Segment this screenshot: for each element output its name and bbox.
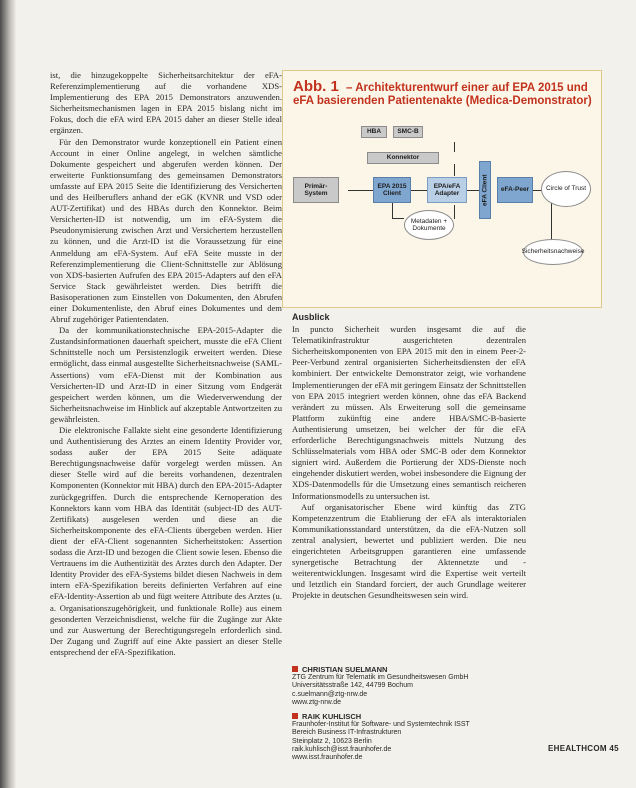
metadaten-ellipse: Metadaten + Dokumente [404,210,454,240]
page-footer: EHEALTHCOM 45 [548,744,619,753]
contact-email: raik.kuhlisch@isst.fraunhofer.de [292,745,392,753]
primaersystem-box: Primär-System [293,177,339,203]
smcb-box: SMC-B [393,126,423,138]
page-spine-shadow [0,0,16,788]
contact-line: Bereich Business IT-Infrastrukturen [292,729,402,737]
figure-caption: – Architekturentwurf einer auf EPA 2015 und eFA basierenden Patientenakte (Medica-Demonstrator) [293,82,592,107]
efa-client-box: eFA Client [479,161,491,219]
author-contacts [292,666,532,768]
right-column [292,312,526,662]
connector-line [467,190,479,191]
right-paragraph-1: In puncto Sicherheit wurden insgesamt die auf die Telematikinfrastruktur ausgerichteten dezentralen Sicherheitskomponenten von EPA 2015 mit den in einem Peer-2-Peer-Verbund zentral organisierten Sicherheitsdiensten der eFA kombiniert. Der entwickelte Demonstrator zeigt, wie vorhandene Implementierungen der eFA mit geringem Einsatz der Schnittstellen von EPA 2015 integriert werden können, ohne das eFA Backend verändert zu müssen. Als Erweiterung soll die gemeinsame Plattform zukünftig eine andere HBA/SMC-B-basierte Authentisierung umsetzen, bei welcher der für die eFA erforderliche Berechtigungsnachweis mittels Nutzung des Schlüsselmaterials vom HBA oder SMC-B oder dem Konnektor signiert wird. Außerdem die Portierung der XDS-Dienste noch eingehender diskutiert werden, wobei insbesondere die Eignung der XDS-Datenmodells für die Umsetzung eines semantisch reicheren Informationsmodells zu untersuchen ist. [292,324,526,501]
connector-line [411,190,427,191]
efa-peer-box: eFA-Peer [497,177,533,203]
contact-line: Fraunhofer-Institut für Software- und Systemtechnik ISST [292,721,470,729]
left-paragraph-1: ist, die hinzugekoppelte Sicherheitsarchitektur der eFA-Referenzimplementierung auf die vorhandene XDS-Implementierung des EPA 2015 Demonstrators anzuwenden. Sicherheitsmechanismen lagen in EPA 2015 bislang nicht im Fokus, doch die eFA wird EPA 2015 daher an dieser Stelle ideal ergänzen. [50,70,282,136]
contact-line: Steinplatz 2, 10623 Berlin [292,737,372,745]
connector-line [348,190,373,191]
figure-number: Abb. 1 [293,78,339,95]
left-paragraph-4: Die elektronische Fallakte sieht eine gesonderte Identifizierung und Authentisierung des Arztes an einem Identity Provider vor, sodass außer der EPA 2015 Seite adäquate Berechtigungsnachweise dafür vorgelegt werden müssen. An dieser Stelle wird auf die bereits vorhandenen, dezentralen Komponenten (Konnektor mit HBA) durch den EPA-2015-Adapter zurückgegriffen. Durch die entsprechende Kernoperation des Konnektors kann vom HBA das Identität (subject-ID des AUT-Zertifikats) ausgelesen werden und diese an die Sicherheitskomponente des eFA-Clients übergeben werden. Hier dient der eFA-Client sogenannten Sicherheitstoken: Assertion sodass die Arzt-ID und bezogen die Client sowie lesen. Ebenso die Vertrauens im die Authentizität des Arztes durch den Adapter. Der Identity Provider des eFA-Systems bildet diesen Nachweis in dem intern eFA-Spezifikation bereits definierten Verfahren auf eine eFA-Identity-Assertion ab und fügt weitere Attribute des Arztes (u. a. Organisationszugehörigkeit, und funktionale Rolle) aus einem gesonderten Verzeichnisdienst, welche für die Zugänge zur Akte und zur Auswertung der Berechtigungsregeln erforderlich sind. Der Zugang und Zugriff auf eine Akte passiert an dieser Stelle entsprechend der eFA-Spezifikation. [50,425,282,657]
connector-line [454,205,455,219]
author-name: RAIK KUHLISCH [292,713,532,721]
right-paragraph-2: Auf organisatorischer Ebene wird künftig das ZTG Kompetenzzentrum die Etablierung der eFA als interaktorialen Kommunikationsstandard unterstützen, da die eFA-Nutzen soll zentral analysiert, bewertet und publiziert werden. Die neu eingerichteten Arbeitsgruppen garantieren eine umfassende synergetische Betrachtung der Aktennetzte und -weiterentwicklungen. Insgesamt wird die Expertise weit verteilt und letztlich ein Standard forciert, der auch Grundlage weiterer Projekte in deutschen Gesundheitswesen sein wird. [292,501,526,601]
contact-website: www.ztg-nrw.de [292,698,342,706]
left-paragraph-3: Da der kommunikationstechnische EPA-2015-Adapter die Zustandsinformationen dauerhaft speichert, musste die eFA Client Schnittstelle noch um Persistenzlogik erweitert werden. Diese ermöglicht, dass einmal ausgestellte Sicherheitsnachweise (SAML-Assertions) vom eFA-Dienst mit der Kombination aus Versicherten-ID und Arzt-ID in einer Sitzung vom Endgerät gespeichert werden können, um die Wiederverwendung der Sicherheitsnachweise im Hinblick auf akzeptable Antwortzeiten zu gewährleisten. [50,325,282,424]
contact-line: Universitätsstraße 142, 44799 Bochum [292,682,414,690]
contact-email: c.suelmann@ztg-nrw.de [292,690,368,698]
contact-line: ZTG Zentrum für Telematik im Gesundheitswesen GmbH [292,674,469,682]
connector-line [392,202,393,218]
hba-box: HBA [361,126,387,138]
connector-line [392,218,404,219]
konnektor-box: Konnektor [367,152,439,164]
contact-website: www.isst.fraunhofer.de [292,754,363,762]
left-paragraph-2: Für den Demonstrator wurde konzeptionell ein Patient einen Account in einer Online angelegt, in welchen sämtliche Dokumente gespeichert und abgerufen werden können. Der erweiterte Funktionsumfang des gemeinsamen Demonstrators umfasste auf EPA 2015 Seite die Identifizierung des Versicherten und des Heilberuflers anhand der eGK (KVNR und VSD oder AUT-Zertifikat) und des HBAs durch den Konnektor. Beim Versicherten-ID ist notwendig, um im eFA-System die Pseudonymisierung zwischen Arzt und Versichertem herzustellen zu können, und die Arzt-ID ist die Voraussetzung für eine Anmeldung am eFA-System. Auf eFA Seite musste in der Referenzimplementierung die Client-Schnittstelle zur Ablösung von XDS-basierten Aufrufen des EPA 2015-Adapters auf den eFA Service Stack gewährleistet werden. Dies betrifft die Basisoperationen zum Einstellen von Dokumenten, den Abrufen einer Dokumentenliste, den Abruf eines Dokumentes und dem Abruf zugehöriger Patientendaten. [50,136,282,325]
adapter-box: EPA/eFA Adapter [427,177,467,203]
contact-block [292,666,532,707]
connector-line [454,142,455,152]
contact-block [292,713,532,762]
left-column [50,70,282,762]
connector-line [454,164,455,176]
architecture-figure [282,70,602,308]
connector-line [551,202,552,240]
author-name: CHRISTIAN SUELMANN [292,666,532,674]
epa-client-box: EPA 2015 Client [373,177,411,203]
figure-title [293,80,593,108]
sicherheitsnachweise-ellipse: Sicherheitsnachweise [523,239,583,265]
circle-of-trust: Circle of Trust [541,171,591,207]
section-heading-ausblick: Ausblick [292,312,330,322]
